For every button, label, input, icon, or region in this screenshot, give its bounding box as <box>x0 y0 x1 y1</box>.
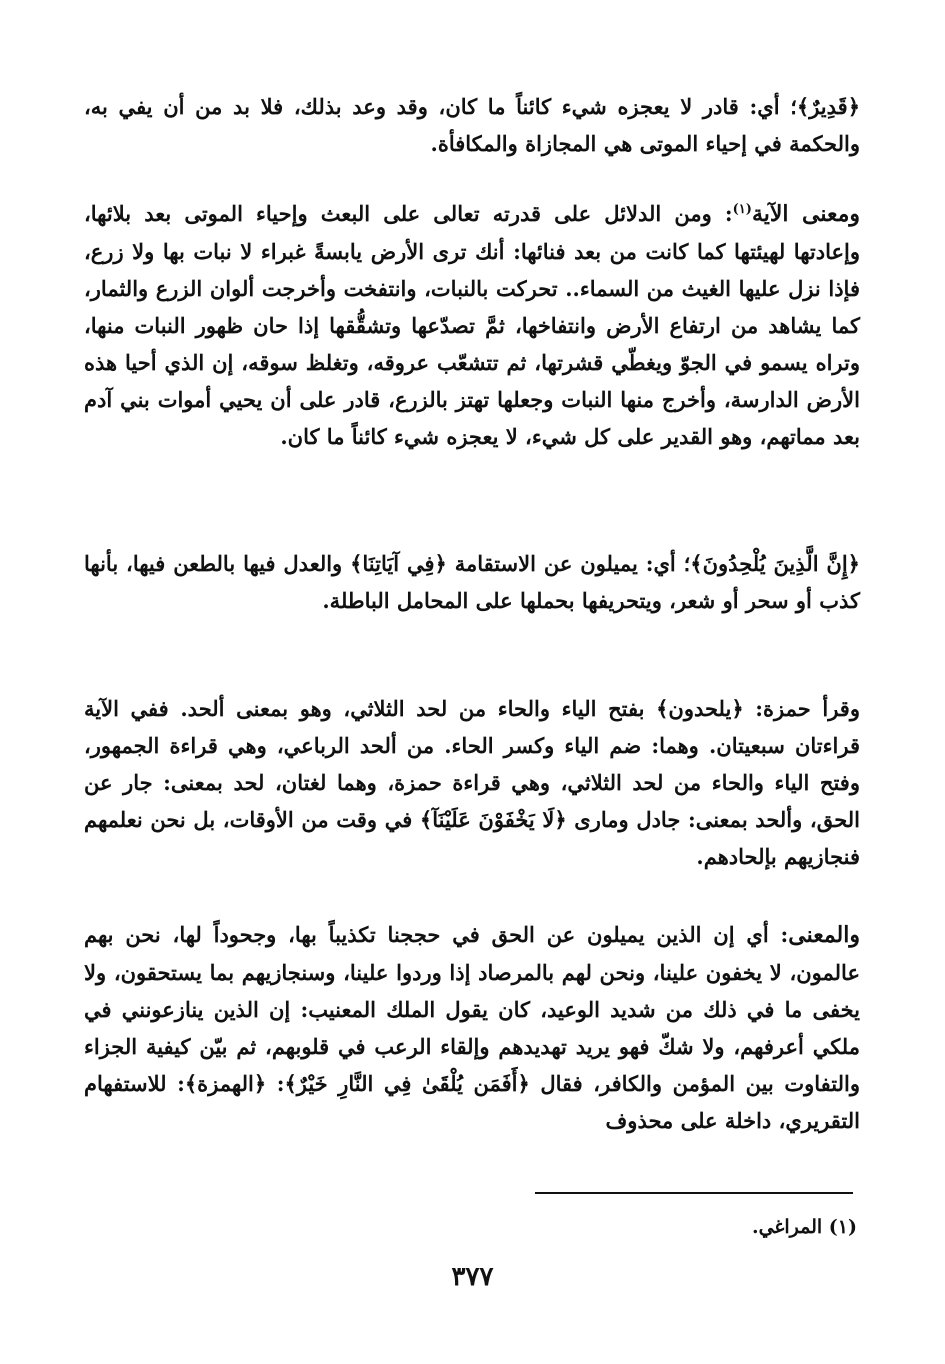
footnote-text: المراغي. <box>751 1216 823 1238</box>
meaning-heading: والمعنى <box>788 922 860 948</box>
meaning-of-verse-heading: ومعنى الآية <box>751 201 860 227</box>
paragraph-1-text: ﴿قَدِيرٌ﴾؛ أي: قادر لا يعجزه شيء كائناً ما كان، وقد وعد بذلك، فلا بد من أن يفي به، والحكمة في إحياء الموتى هي المجازاة والمكافأة. <box>84 94 860 156</box>
paragraph-3-text: ﴿إِنَّ الَّذِينَ يُلْحِدُونَ﴾؛ أي: يميلون عن الاستقامة ﴿فِي آيَاتِنَا﴾ والعدل فيها بالطعن فيها، بأنها كذب أو سحر أو شعر، ويتحريفها بحملها على المحامل الباطلة. <box>84 551 860 613</box>
paragraph-4-text: وقرأ حمزة: ﴿يلحدون﴾ بفتح الياء والحاء من لحد الثلاثي، وهو بمعنى ألحد. ففي الآية قراءتان سبعيتان. وهما: ضم الياء وكسر الحاء. من ألحد الرباعي، وهي قراءة الجمهور، وفتح الياء والحاء من لحد الثلاثي، وهي قراءة حمزة، وهما لغتان، لحد بمعنى: جار عن الحق، وألحد بمعنى: جادل ومارى ﴿لَا يَخْفَوْنَ عَلَيْنَآ﴾ في وقت من الأوقات، بل نحن نعلمهم فنجازيهم بإلحادهم. <box>84 696 860 869</box>
paragraph-5-text: : أي إن الذين يميلون عن الحق في حججنا تكذيباً بها، وجحوداً لها، نحن بهم عالمون، لا يخفون علينا، ونحن لهم بالمرصاد إذا وردوا علينا، وسنجازيهم بما يستحقون، ولا يخفى ما في ذلك من شديد الوعيد، كان يقول الملك المعنيب: إن الذين ينازعونني في ملكي أعرفهم، ولا شكّ فهو يريد تهديدهم وإلقاء الرعب في قلوبهم، ثم بيّن كيفية الجزاء والتفاوت بين المؤمن والكافر، فقال ﴿أَفَمَن يُلْقَىٰ فِي النَّارِ خَيْرٌ﴾: ﴿الهمزة﴾: للاستفهام التقريري، داخلة على محذوف <box>84 922 860 1133</box>
paragraph-3 <box>84 545 860 619</box>
footnote-marker: (١) <box>828 1216 857 1238</box>
footnote <box>752 1212 857 1242</box>
paragraph-2-text: : ومن الدلائل على قدرته تعالى على البعث وإحياء الموتى بعد بلائها، وإعادتها لهيئتها كما كانت من بعد فنائها: أنك ترى الأرض يابسةً غبراء لا نبات بها ولا زرع، فإذا نزل عليها الغيث من السماء.. تحركت بالنبات، وانتفخت وأخرجت ألوان الزرع والثمار، كما يشاهد من ارتفاع الأرض وانتفاخها، ثمَّ تصدّعها وتشقُّقها إذا حان ظهور النبات منها، وتراه يسمو في الجوّ ويغطّي قشرتها، ثم تتشعّب عروقه، وتغلظ سوقه، إن الذي أحيا هذه الأرض الدارسة، وأخرج منها النبات وجعلها تهتز بالزرع، قادر على أن يحيي أموات بني آدم بعد مماتهم، وهو القدير على كل شيء، لا يعجزه شيء كائناً ما كان. <box>84 201 860 449</box>
page-number: ٣٧٧ <box>451 1262 494 1292</box>
footnote-divider <box>535 1192 853 1194</box>
paragraph-2 <box>84 191 860 455</box>
paragraph-5 <box>84 916 860 1139</box>
footnote-reference: (١) <box>732 202 752 217</box>
paragraph-4 <box>84 690 860 875</box>
paragraph-1 <box>84 88 860 162</box>
